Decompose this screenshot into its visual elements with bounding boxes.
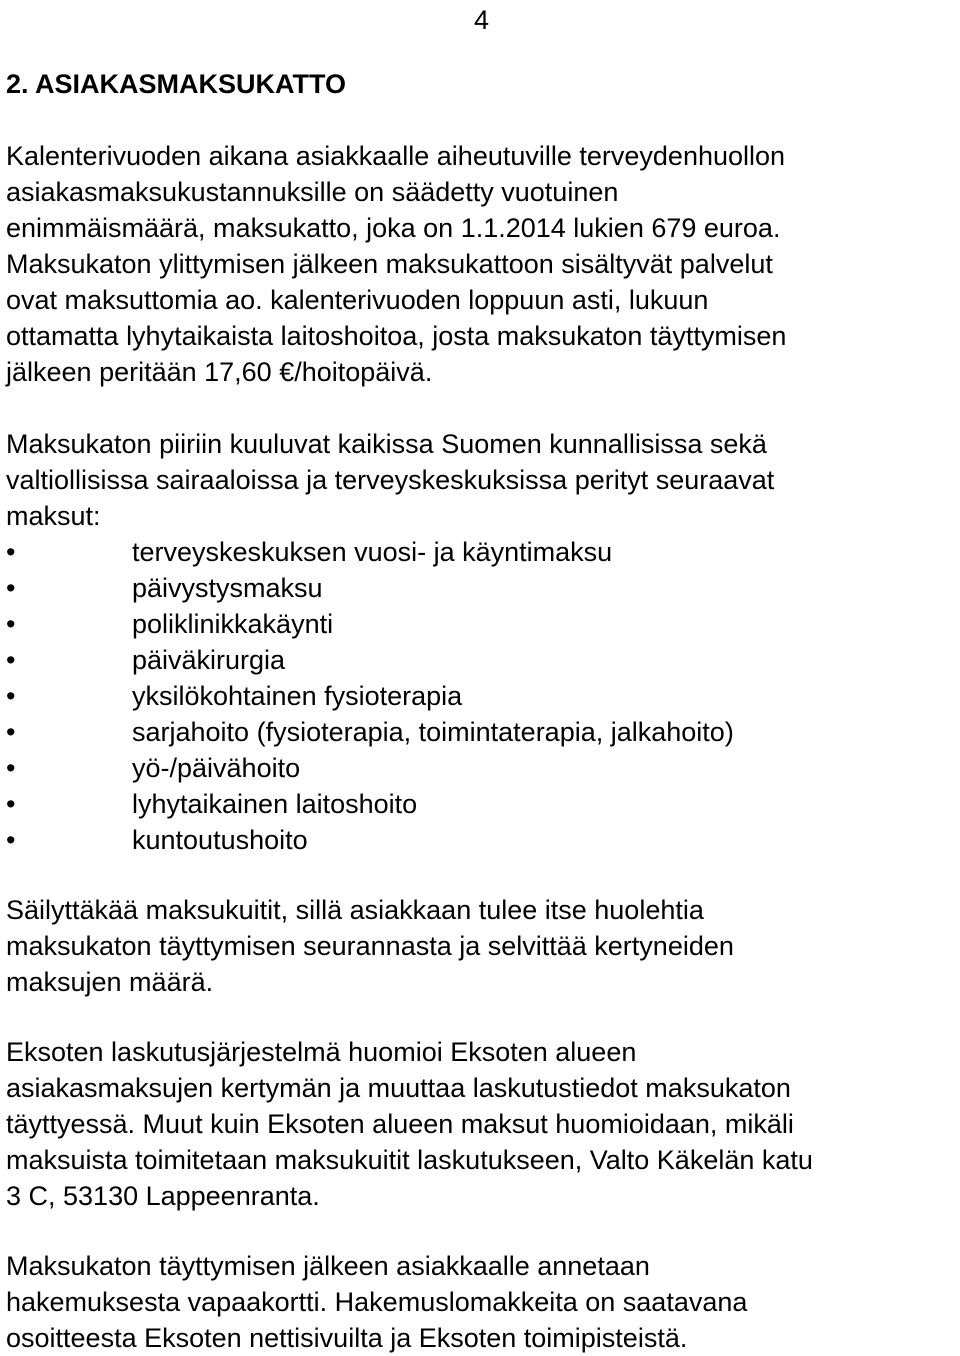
bullet-icon: • — [6, 825, 16, 855]
section-heading: 2. ASIAKASMAKSUKATTO — [6, 69, 347, 99]
text-line: täyttyessä. Muut kuin Eksoten alueen maksut huomioidaan, mikäli — [6, 1109, 794, 1139]
bullet-icon: • — [6, 645, 16, 675]
text-line: Maksukaton piiriin kuuluvat kaikissa Suomen kunnallisissa sekä — [6, 429, 767, 459]
text-line: maksuista toimitetaan maksukuitit laskutukseen, Valto Käkelän katu — [6, 1145, 813, 1175]
list-item-text: kuntoutushoito — [132, 825, 308, 855]
text-line: ovat maksuttomia ao. kalenterivuoden loppuun asti, lukuun — [6, 285, 709, 315]
list-item-text: poliklinikkakäynti — [132, 609, 334, 639]
text-line: ottamatta lyhytaikaista laitoshoitoa, josta maksukaton täyttymisen — [6, 321, 787, 351]
text-line: Kalenterivuoden aikana asiakkaalle aiheutuville terveydenhuollon — [6, 141, 786, 171]
text-line: Eksoten laskutusjärjestelmä huomioi Eksoten alueen — [6, 1037, 637, 1067]
text-line: asiakasmaksukustannuksille on säädetty vuotuinen — [6, 177, 619, 207]
list-item-text: yksilökohtainen fysioterapia — [132, 681, 463, 711]
paragraph-covered-fees — [6, 426, 956, 534]
text-line: Säilyttäkää maksukuitit, sillä asiakkaan tulee itse huolehtia — [6, 895, 704, 925]
text-line: maksujen määrä. — [6, 967, 214, 997]
list-item-text: päiväkirurgia — [132, 645, 286, 675]
list-item-text: yö-/päivähoito — [132, 753, 301, 783]
page-number: 4 — [474, 5, 490, 35]
list-item-text: päivystysmaksu — [132, 573, 323, 603]
text-line: maksukaton täyttymisen seurannasta ja selvittää kertyneiden — [6, 931, 734, 961]
text-line: Maksukaton ylittymisen jälkeen maksukattoon sisältyvät palvelut — [6, 249, 773, 279]
paragraph-billing-system — [6, 1034, 956, 1214]
text-line: asiakasmaksujen kertymän ja muuttaa laskutustiedot maksukaton — [6, 1073, 791, 1103]
bullet-icon: • — [6, 753, 16, 783]
paragraph-maksukatto-intro — [6, 138, 956, 390]
list-item-text: lyhytaikainen laitoshoito — [132, 789, 418, 819]
paragraph-keep-receipts — [6, 892, 956, 1000]
list-item-text: sarjahoito (fysioterapia, toimintaterapia, jalkahoito) — [132, 717, 734, 747]
bullet-icon: • — [6, 609, 16, 639]
bullet-icon: • — [6, 573, 16, 603]
bullet-icon: • — [6, 717, 16, 747]
text-line: enimmäismäärä, maksukatto, joka on 1.1.2014 lukien 679 euroa. — [6, 213, 781, 243]
paragraph-free-card — [6, 1248, 956, 1356]
text-line: osoitteesta Eksoten nettisivuilta ja Eksoten toimipisteistä. — [6, 1323, 688, 1353]
text-line: Maksukaton täyttymisen jälkeen asiakkaalle annetaan — [6, 1251, 650, 1281]
bullet-icon: • — [6, 681, 16, 711]
text-line: hakemuksesta vapaakortti. Hakemuslomakkeita on saatavana — [6, 1287, 748, 1317]
text-line: valtiollisissa sairaaloissa ja terveyskeskuksissa perityt seuraavat — [6, 465, 775, 495]
list-item-text: terveyskeskuksen vuosi- ja käyntimaksu — [132, 537, 613, 567]
bullet-icon: • — [6, 789, 16, 819]
bullet-icon: • — [6, 537, 16, 567]
text-line: jälkeen peritään 17,60 €/hoitopäivä. — [6, 357, 433, 387]
text-line: maksut: — [6, 501, 101, 531]
text-line: 3 C, 53130 Lappeenranta. — [6, 1181, 320, 1211]
